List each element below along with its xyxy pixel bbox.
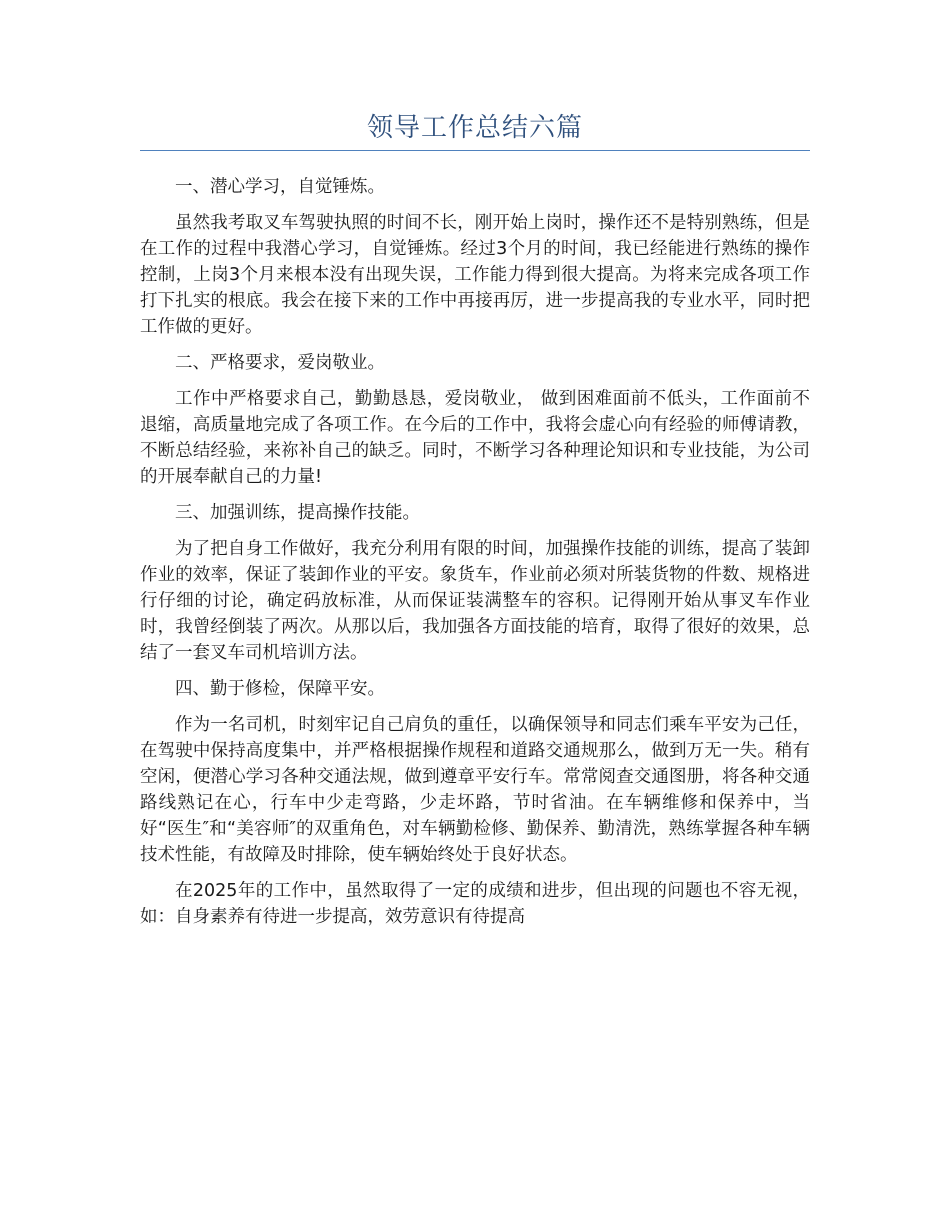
- section-heading-3: 三、加强训练，提高操作技能。: [175, 503, 420, 523]
- section-heading-2: 二、严格要求，爱岗敬业。: [175, 353, 385, 373]
- closing-paragraph: 在2025年的工作中，虽然取得了一定的成绩和进步，但出现的问题也不容无视，如：自身素养有待进一步提高，效劳意识有待提高: [140, 881, 810, 927]
- section-heading-1: 一、潜心学习，自觉锤炼。: [175, 177, 385, 197]
- title-underline: [140, 150, 810, 151]
- section-paragraph-3: 为了把自身工作做好，我充分利用有限的时间，加强操作技能的训练，提高了装卸作业的效率，保证了装卸作业的平安。象货车，作业前必须对所装货物的件数、规格进行仔细的讨论，确定码放标准，从而保证装满整车的容积。记得刚开始从事叉车作业时，我曾经倒装了两次。从那以后，我加强各方面技能的培育，取得了很好的效果，总结了一套叉车司机培训方法。: [140, 539, 810, 663]
- section-paragraph-1: 虽然我考取叉车驾驶执照的时间不长，刚开始上岗时，操作还不是特别熟练，但是在工作的过程中我潜心学习，自觉锤炼。经过3个月的时间，我已经能进行熟练的操作控制，上岗3个月来根本没有出现失误，工作能力得到很大提高。为将来完成各项工作打下扎实的根底。我会在接下来的工作中再接再厉，进一步提高我的专业水平，同时把工作做的更好。: [140, 213, 810, 337]
- document-title: 领导工作总结六篇: [366, 113, 583, 143]
- section-paragraph-4: 作为一名司机，时刻牢记自己肩负的重任，以确保领导和同志们乘车平安为己任，在驾驶中保持高度集中，并严格根据操作规程和道路交通规那么，做到万无一失。稍有空闲，便潜心学习各种交通法规，做到遵章平安行车。常常阅查交通图册，将各种交通路线熟记在心，行车中少走弯路，少走坏路，节时省油。在车辆维修和保养中，当好“医生″和“美容师″的双重角色，对车辆勤检修、勤保养、勤清洗，熟练掌握各种车辆技术性能，有故障及时排除，使车辆始终处于良好状态。: [140, 715, 810, 865]
- section-paragraph-2: 工作中严格要求自己，勤勤恳恳，爱岗敬业， 做到困难面前不低头，工作面前不退缩，高质量地完成了各项工作。在今后的工作中，我将会虚心向有经验的师傅请教，不断总结经验，来祢补自己的缺乏。同时，不断学习各种理论知识和专业技能，为公司的开展奉献自己的力量!: [140, 389, 810, 487]
- document-body: [140, 174, 810, 940]
- section-heading-4: 四、勤于修检，保障平安。: [175, 679, 385, 699]
